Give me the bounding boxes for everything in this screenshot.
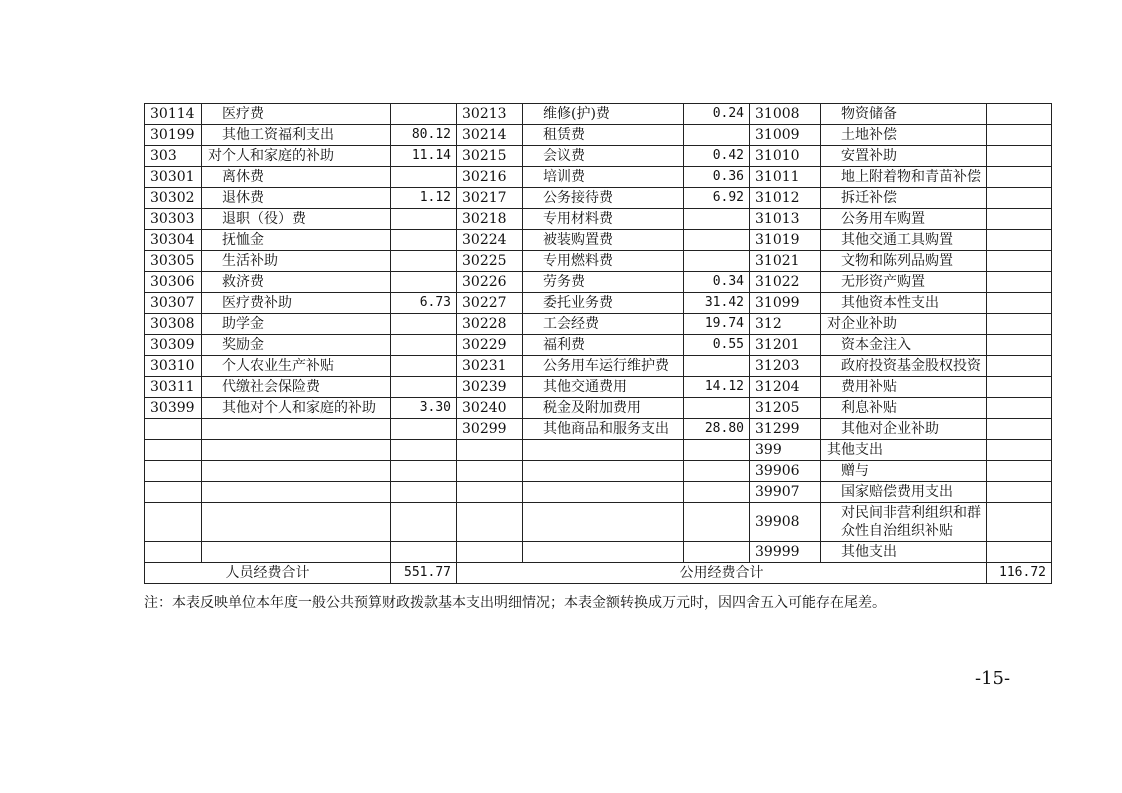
value-cell: 6.73 [391,293,457,314]
value-cell [391,482,457,503]
table-row [145,440,1052,461]
name-cell: 文物和陈列品购置 [821,251,987,272]
code-cell: 31009 [750,125,821,146]
code-cell: 30214 [457,125,523,146]
value-cell [684,503,750,542]
code-cell: 31204 [750,377,821,398]
code-cell: 30304 [145,230,202,251]
value-cell [987,440,1052,461]
code-cell: 30227 [457,293,523,314]
value-cell [987,209,1052,230]
value-cell [987,188,1052,209]
code-cell: 30218 [457,209,523,230]
name-cell: 其他交通费用 [523,377,684,398]
name-cell: 对企业补助 [821,314,987,335]
code-cell: 30310 [145,356,202,377]
name-cell: 医疗费补助 [202,293,391,314]
code-cell: 30239 [457,377,523,398]
totals-row [145,563,1052,584]
name-cell: 培训费 [523,167,684,188]
value-cell [987,293,1052,314]
value-cell [987,125,1052,146]
value-cell [391,209,457,230]
value-cell: 80.12 [391,125,457,146]
table-row [145,503,1052,542]
value-cell [987,482,1052,503]
name-cell: 劳务费 [523,272,684,293]
value-cell [391,377,457,398]
name-cell: 公务接待费 [523,188,684,209]
code-cell: 30309 [145,335,202,356]
value-cell [987,146,1052,167]
personnel-total-value: 551.77 [391,563,457,584]
name-cell: 会议费 [523,146,684,167]
name-cell [202,461,391,482]
name-cell: 公务用车购置 [821,209,987,230]
name-cell [202,542,391,563]
name-cell: 公务用车运行维护费 [523,356,684,377]
table-row [145,146,1052,167]
code-cell: 30308 [145,314,202,335]
name-cell: 被装购置费 [523,230,684,251]
code-cell [145,440,202,461]
code-cell: 31019 [750,230,821,251]
name-cell: 其他商品和服务支出 [523,419,684,440]
code-cell: 30226 [457,272,523,293]
code-cell: 31205 [750,398,821,419]
value-cell: 0.34 [684,272,750,293]
value-cell [684,356,750,377]
name-cell [202,419,391,440]
name-cell: 租赁费 [523,125,684,146]
value-cell: 0.24 [684,104,750,125]
name-cell: 维修(护)费 [523,104,684,125]
code-cell: 30225 [457,251,523,272]
value-cell [987,461,1052,482]
code-cell: 30228 [457,314,523,335]
name-cell: 赠与 [821,461,987,482]
value-cell [391,272,457,293]
value-cell: 6.92 [684,188,750,209]
table-row [145,125,1052,146]
code-cell: 30114 [145,104,202,125]
table-row [145,104,1052,125]
code-cell [145,482,202,503]
code-cell: 31010 [750,146,821,167]
code-cell: 31201 [750,335,821,356]
value-cell [987,167,1052,188]
table-row [145,356,1052,377]
table-note: 注：本表反映单位本年度一般公共预算财政拨款基本支出明细情况；本表金额转换成万元时，因四舍五入可能存在尾差。 [144,595,886,611]
name-cell: 专用材料费 [523,209,684,230]
name-cell: 其他对个人和家庭的补助 [202,398,391,419]
value-cell [684,440,750,461]
table-body [145,104,1052,563]
code-cell [145,542,202,563]
name-cell: 福利费 [523,335,684,356]
table-row [145,419,1052,440]
code-cell: 39999 [750,542,821,563]
name-cell [202,440,391,461]
code-cell: 30302 [145,188,202,209]
name-cell: 工会经费 [523,314,684,335]
value-cell [684,542,750,563]
value-cell [391,356,457,377]
name-cell [523,503,684,542]
table-row [145,314,1052,335]
value-cell [987,377,1052,398]
code-cell: 31011 [750,167,821,188]
code-cell [145,503,202,542]
value-cell: 0.36 [684,167,750,188]
name-cell: 资本金注入 [821,335,987,356]
value-cell [391,461,457,482]
value-cell [684,125,750,146]
name-cell: 税金及附加费用 [523,398,684,419]
code-cell: 30229 [457,335,523,356]
name-cell: 对民间非营利组织和群众性自治组织补贴 [821,503,987,542]
code-cell: 30240 [457,398,523,419]
value-cell [391,251,457,272]
value-cell [391,542,457,563]
expenditure-table [144,103,1052,584]
code-cell: 30311 [145,377,202,398]
name-cell: 其他工资福利支出 [202,125,391,146]
name-cell: 奖励金 [202,335,391,356]
name-cell [523,482,684,503]
value-cell [987,104,1052,125]
code-cell [457,503,523,542]
value-cell: 3.30 [391,398,457,419]
code-cell: 31203 [750,356,821,377]
name-cell: 土地补偿 [821,125,987,146]
value-cell [391,104,457,125]
name-cell: 救济费 [202,272,391,293]
value-cell: 0.55 [684,335,750,356]
code-cell: 31022 [750,272,821,293]
name-cell: 专用燃料费 [523,251,684,272]
name-cell: 离休费 [202,167,391,188]
name-cell: 抚恤金 [202,230,391,251]
name-cell: 安置补助 [821,146,987,167]
value-cell: 19.74 [684,314,750,335]
value-cell [987,356,1052,377]
public-total-label: 公用经费合计 [457,563,987,584]
code-cell: 303 [145,146,202,167]
table-row [145,272,1052,293]
code-cell [145,419,202,440]
public-total-value: 116.72 [987,563,1052,584]
name-cell: 个人农业生产补贴 [202,356,391,377]
name-cell: 其他资本性支出 [821,293,987,314]
code-cell [457,440,523,461]
value-cell [987,230,1052,251]
table-row [145,398,1052,419]
value-cell [391,314,457,335]
code-cell: 30301 [145,167,202,188]
table-row [145,293,1052,314]
value-cell [987,314,1052,335]
value-cell: 14.12 [684,377,750,398]
table-row [145,461,1052,482]
code-cell: 39907 [750,482,821,503]
value-cell [987,398,1052,419]
value-cell [987,542,1052,563]
name-cell: 代缴社会保险费 [202,377,391,398]
name-cell: 费用补贴 [821,377,987,398]
value-cell [391,167,457,188]
value-cell [987,272,1052,293]
name-cell: 医疗费 [202,104,391,125]
table-row [145,542,1052,563]
name-cell: 政府投资基金股权投资 [821,356,987,377]
code-cell: 31008 [750,104,821,125]
value-cell [684,482,750,503]
code-cell [457,542,523,563]
name-cell: 其他对企业补助 [821,419,987,440]
code-cell: 31099 [750,293,821,314]
name-cell: 利息补贴 [821,398,987,419]
table-row [145,188,1052,209]
table-row [145,209,1052,230]
code-cell: 31012 [750,188,821,209]
code-cell: 39908 [750,503,821,542]
table-row [145,377,1052,398]
name-cell: 其他交通工具购置 [821,230,987,251]
name-cell: 其他支出 [821,440,987,461]
code-cell: 30307 [145,293,202,314]
value-cell: 11.14 [391,146,457,167]
value-cell [391,335,457,356]
table-row [145,335,1052,356]
personnel-total-label: 人员经费合计 [145,563,391,584]
name-cell: 助学金 [202,314,391,335]
code-cell [457,482,523,503]
name-cell [523,440,684,461]
code-cell: 39906 [750,461,821,482]
value-cell [987,503,1052,542]
value-cell [684,251,750,272]
name-cell [202,482,391,503]
name-cell: 拆迁补偿 [821,188,987,209]
value-cell [987,335,1052,356]
code-cell: 31021 [750,251,821,272]
code-cell: 30303 [145,209,202,230]
name-cell: 对个人和家庭的补助 [202,146,391,167]
code-cell: 312 [750,314,821,335]
name-cell: 退职（役）费 [202,209,391,230]
value-cell: 28.80 [684,419,750,440]
table-row [145,167,1052,188]
name-cell: 退休费 [202,188,391,209]
code-cell: 30231 [457,356,523,377]
value-cell: 1.12 [391,188,457,209]
name-cell [202,503,391,542]
name-cell: 国家赔偿费用支出 [821,482,987,503]
table-row [145,482,1052,503]
value-cell [987,251,1052,272]
name-cell: 生活补助 [202,251,391,272]
name-cell [523,542,684,563]
value-cell: 0.42 [684,146,750,167]
name-cell: 物资储备 [821,104,987,125]
value-cell [684,398,750,419]
value-cell: 31.42 [684,293,750,314]
name-cell: 委托业务费 [523,293,684,314]
table-row [145,230,1052,251]
value-cell [391,230,457,251]
code-cell: 30399 [145,398,202,419]
code-cell [145,461,202,482]
value-cell [684,461,750,482]
value-cell [391,503,457,542]
name-cell: 无形资产购置 [821,272,987,293]
value-cell [684,209,750,230]
code-cell: 30299 [457,419,523,440]
name-cell: 其他支出 [821,542,987,563]
code-cell: 30305 [145,251,202,272]
code-cell: 30224 [457,230,523,251]
value-cell [391,440,457,461]
code-cell [457,461,523,482]
code-cell: 30213 [457,104,523,125]
value-cell [684,230,750,251]
name-cell [523,461,684,482]
code-cell: 30217 [457,188,523,209]
code-cell: 31299 [750,419,821,440]
name-cell: 地上附着物和青苗补偿 [821,167,987,188]
page-number: -15- [975,668,1011,689]
code-cell: 31013 [750,209,821,230]
code-cell: 30199 [145,125,202,146]
code-cell: 30216 [457,167,523,188]
value-cell [391,419,457,440]
table-row [145,251,1052,272]
value-cell [987,419,1052,440]
code-cell: 399 [750,440,821,461]
code-cell: 30306 [145,272,202,293]
code-cell: 30215 [457,146,523,167]
